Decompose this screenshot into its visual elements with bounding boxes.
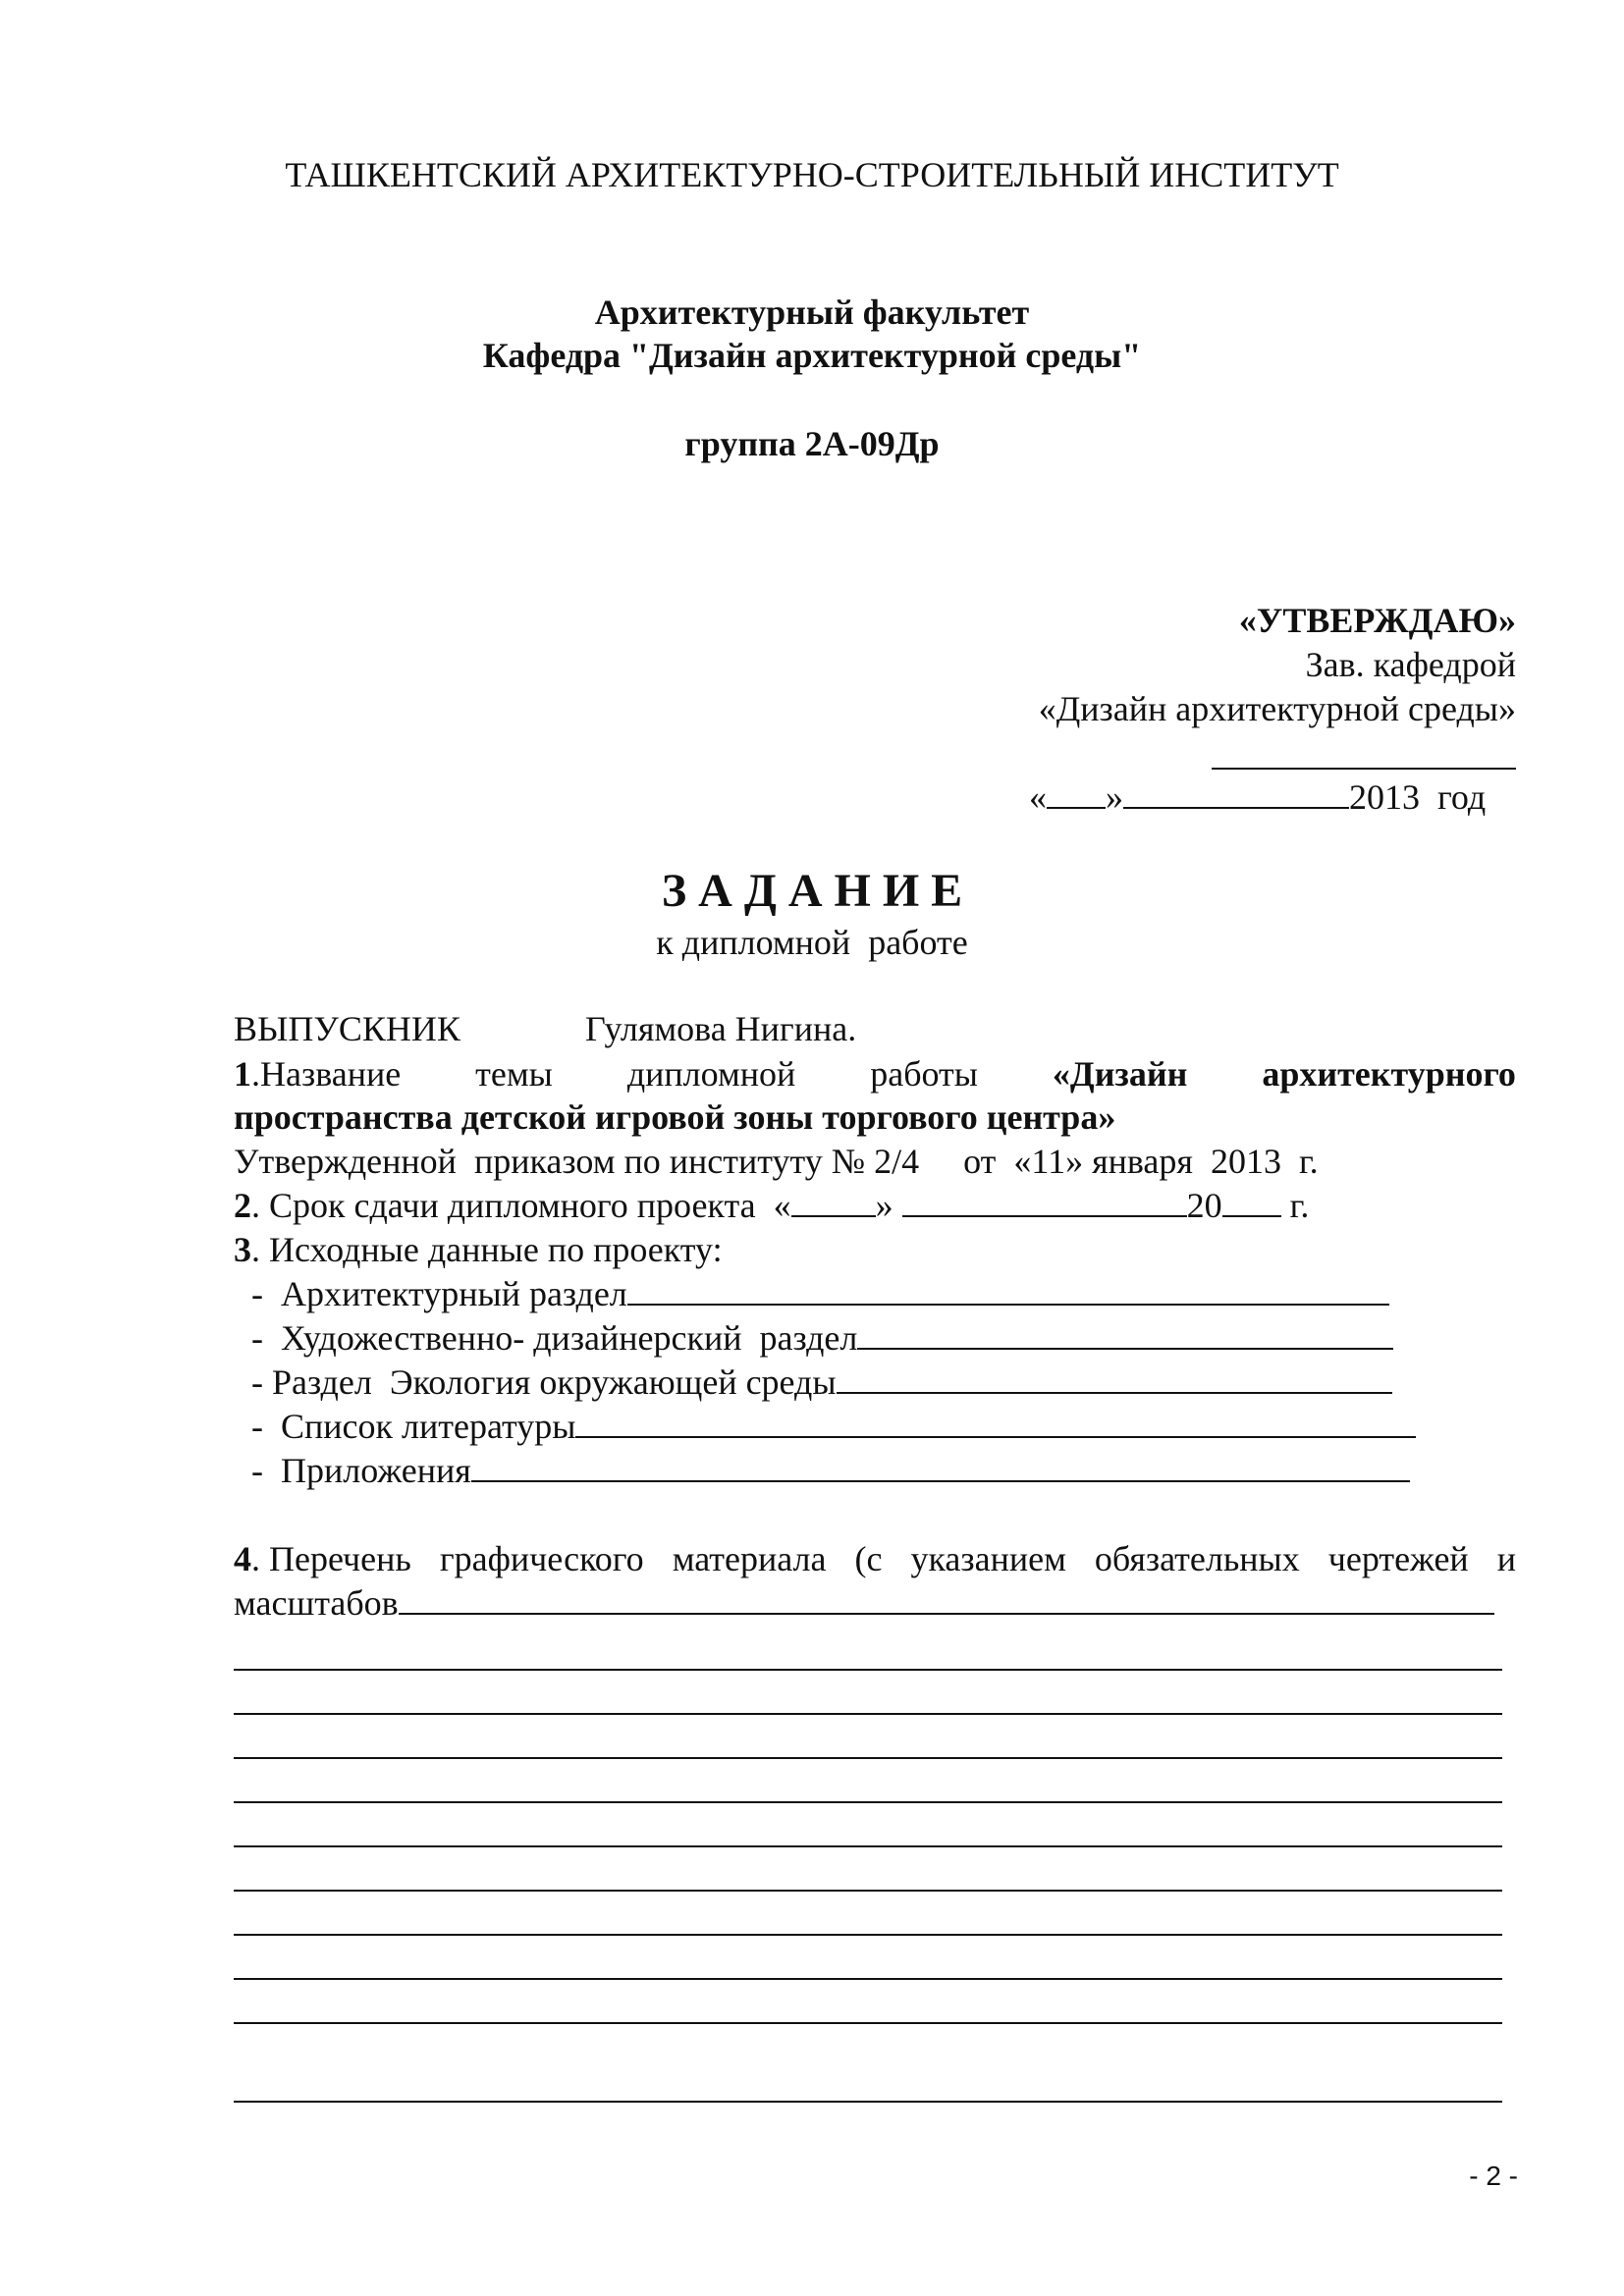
approval-title: «УТВЕРЖДАЮ» xyxy=(1238,601,1516,640)
item4-word: материала xyxy=(672,1539,827,1578)
item4-word: и xyxy=(1496,1539,1516,1578)
blank-line xyxy=(234,1713,1502,1715)
deadline-year-blank xyxy=(1222,1186,1281,1217)
approval-year: 2013 год xyxy=(1349,777,1487,817)
date-open-quote: « xyxy=(1029,777,1047,817)
item1-word: темы xyxy=(475,1054,553,1094)
blank-line xyxy=(234,1934,1502,1936)
item4-scale: масштабов xyxy=(234,1581,1494,1625)
fill-blank xyxy=(627,1274,1389,1306)
item1-line1 xyxy=(234,1052,1516,1095)
section-architectural: - Архитектурный раздел xyxy=(234,1272,1389,1315)
blank-line xyxy=(234,1669,1502,1671)
task-title: З А Д А Н И Е xyxy=(661,865,963,917)
item4-word: (с xyxy=(854,1539,883,1578)
approval-order: Утвержденной приказом по институту № 2/4 от «11» января 2013 г. xyxy=(234,1142,1319,1181)
blank-line xyxy=(234,1978,1502,1980)
faculty-name: Архитектурный факультет xyxy=(594,293,1030,332)
thesis-title-start: «Дизайн xyxy=(1052,1054,1188,1094)
task-subtitle: к дипломной работе xyxy=(656,923,968,962)
item4-word: указанием xyxy=(910,1539,1066,1578)
blank-line xyxy=(234,2022,1502,2024)
date-close-quote: » xyxy=(1106,777,1123,817)
item4-word: графического xyxy=(439,1539,644,1578)
item3-number: 3 xyxy=(234,1230,251,1269)
section-design: - Художественно- дизайнерский раздел xyxy=(234,1316,1393,1360)
graduate-name: Гулямова Нигина. xyxy=(585,1009,857,1048)
department-name: Кафедра "Дизайн архитектурной среды" xyxy=(482,336,1142,375)
item2-deadline: 2. Срок сдачи дипломного проекта « » 20 г. xyxy=(234,1186,1310,1225)
page-number: - 2 - xyxy=(1469,2161,1518,2191)
section-literature: - Список литературы xyxy=(234,1405,1416,1448)
item4-label: 4. Перечень xyxy=(234,1539,411,1578)
fill-blank xyxy=(399,1583,1494,1615)
fill-blank xyxy=(857,1318,1393,1350)
group-label: группа 2А-09Др xyxy=(684,424,940,463)
item2-number: 2 xyxy=(234,1186,251,1225)
item1-word: дипломной xyxy=(626,1054,796,1094)
day-blank xyxy=(1047,777,1106,809)
approval-role: Зав. кафедрой xyxy=(1305,645,1516,684)
item4-word: обязательных xyxy=(1094,1539,1300,1578)
section-appendices: - Приложения xyxy=(234,1449,1410,1492)
item3-header: 3. Исходные данные по проекту: xyxy=(234,1230,723,1269)
approval-department: «Дизайн архитектурной среды» xyxy=(1038,689,1516,728)
blank-line xyxy=(234,1801,1502,1803)
signature-line xyxy=(1212,768,1516,770)
fill-blank xyxy=(471,1451,1410,1482)
blank-line xyxy=(234,1757,1502,1759)
deadline-day-blank xyxy=(791,1186,876,1217)
item4-word: чертежей xyxy=(1327,1539,1469,1578)
month-blank xyxy=(1123,777,1349,809)
institute-title: ТАШКЕНТСКИЙ АРХИТЕКТУРНО-СТРОИТЕЛЬНЫЙ ИНСТИТУТ xyxy=(285,155,1339,194)
approval-date xyxy=(1029,775,1486,819)
deadline-month-blank xyxy=(902,1186,1187,1217)
thesis-title-end: пространства детской игровой зоны торгового центра» xyxy=(234,1097,1116,1137)
fill-blank xyxy=(575,1407,1416,1438)
graduate-label: ВЫПУСКНИК xyxy=(234,1009,460,1048)
fill-blank xyxy=(837,1362,1392,1394)
item1-label: 1.Название xyxy=(234,1054,402,1094)
blank-line xyxy=(234,2101,1502,2103)
thesis-title-word: архитектурного xyxy=(1262,1054,1516,1094)
item1-word: работы xyxy=(870,1054,978,1094)
blank-line xyxy=(234,1890,1502,1892)
blank-line xyxy=(234,1845,1502,1847)
item4-line1 xyxy=(234,1537,1516,1580)
section-ecology: - Раздел Экология окружающей среды xyxy=(234,1361,1392,1404)
